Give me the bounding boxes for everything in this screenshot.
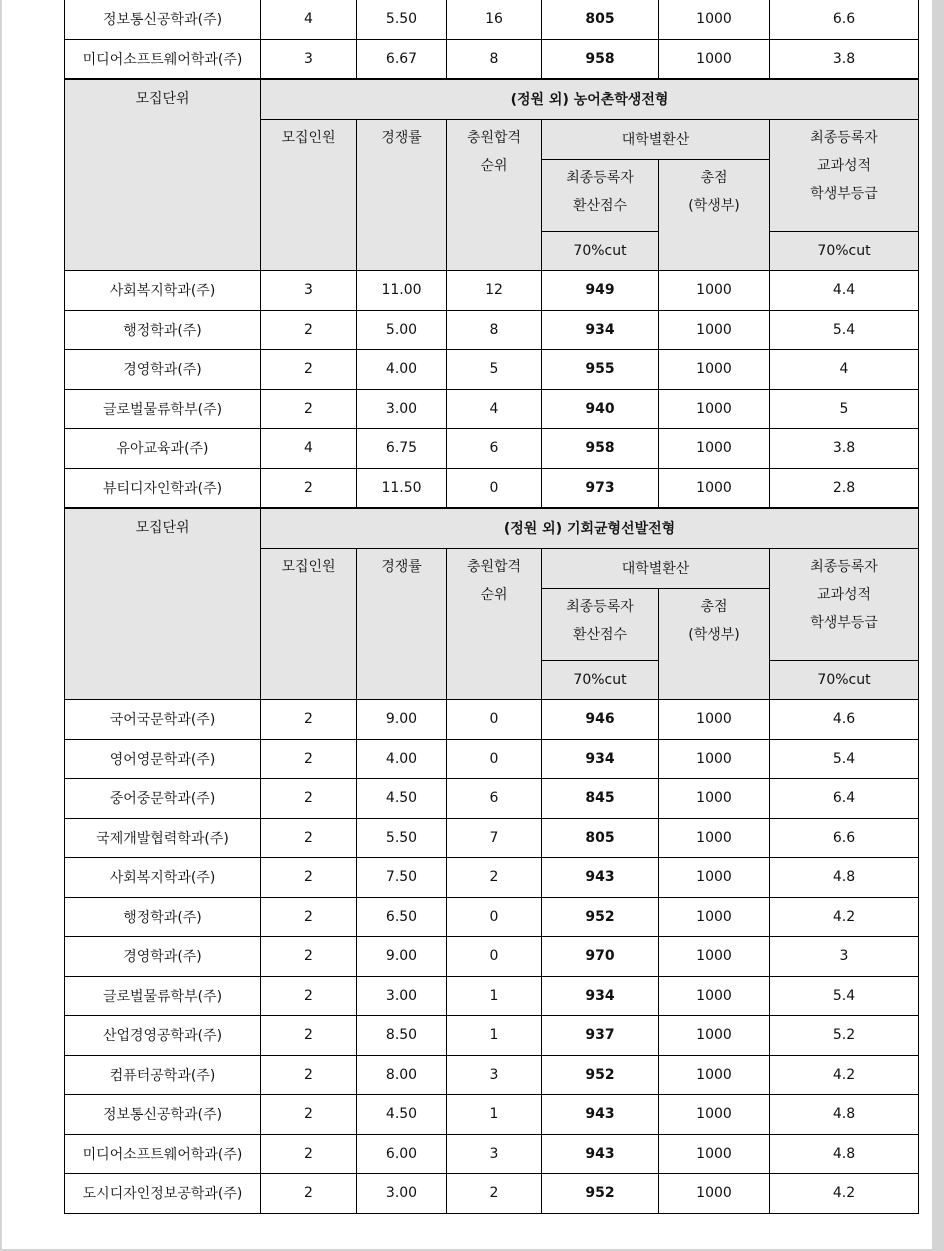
cell-total: 1000	[659, 429, 770, 469]
cell-count: 2	[261, 1134, 357, 1174]
header-cut-grade: 70%cut	[770, 661, 919, 700]
table-row	[65, 700, 919, 740]
cell-unit: 산업경영공학과(주)	[65, 1016, 261, 1056]
header-score-line1: 최종등록자	[566, 599, 634, 615]
cell-rank: 3	[447, 1134, 542, 1174]
cell-grade: 5.4	[770, 310, 919, 350]
cell-total: 1000	[659, 976, 770, 1016]
cell-grade: 3.8	[770, 429, 919, 469]
header-rank-line2: 순위	[480, 587, 508, 603]
table-row	[65, 468, 919, 508]
cell-count: 2	[261, 897, 357, 937]
table-row	[65, 1055, 919, 1095]
cell-score: 943	[542, 1134, 659, 1174]
cell-unit: 국제개발협력학과(주)	[65, 818, 261, 858]
cell-grade: 4.8	[770, 858, 919, 898]
cell-score: 949	[542, 271, 659, 311]
cell-grade: 6.6	[770, 0, 919, 39]
cell-score: 958	[542, 429, 659, 469]
header-grade-line2: 교과성적	[816, 587, 872, 603]
cell-count: 2	[261, 976, 357, 1016]
cell-total: 1000	[659, 818, 770, 858]
cell-rank: 8	[447, 39, 542, 79]
header-grade-line1: 최종등록자	[810, 559, 878, 575]
cell-rank: 2	[447, 858, 542, 898]
cell-total: 1000	[659, 1095, 770, 1135]
cell-score: 943	[542, 858, 659, 898]
table-row	[65, 739, 919, 779]
cell-ratio: 11.00	[357, 271, 447, 311]
cell-ratio: 6.75	[357, 429, 447, 469]
header-score	[542, 589, 659, 661]
header-grade-line3: 학생부등급	[810, 615, 878, 631]
header-rank-line2: 순위	[480, 158, 508, 174]
cell-ratio: 6.50	[357, 897, 447, 937]
table-row	[65, 818, 919, 858]
cell-total: 1000	[659, 468, 770, 508]
cell-ratio: 6.00	[357, 1134, 447, 1174]
cell-grade: 4.2	[770, 897, 919, 937]
table-row	[65, 1016, 919, 1056]
cell-grade: 2.8	[770, 468, 919, 508]
cell-count: 3	[261, 39, 357, 79]
cell-count: 2	[261, 350, 357, 390]
cell-count: 2	[261, 858, 357, 898]
header-grade-line1: 최종등록자	[810, 130, 878, 146]
cell-ratio: 5.50	[357, 818, 447, 858]
cell-total: 1000	[659, 389, 770, 429]
header-count: 모집인원	[261, 549, 357, 700]
cell-unit: 미디어소프트웨어학과(주)	[65, 39, 261, 79]
header-total	[659, 160, 770, 271]
cell-count: 2	[261, 1174, 357, 1214]
cell-unit: 유아교육과(주)	[65, 429, 261, 469]
cell-grade: 4.2	[770, 1055, 919, 1095]
cell-count: 2	[261, 310, 357, 350]
cell-grade: 4.4	[770, 271, 919, 311]
cell-grade: 6.6	[770, 818, 919, 858]
admission-results-table	[64, 0, 919, 1214]
table-row	[65, 937, 919, 977]
cell-score: 845	[542, 779, 659, 819]
cell-rank: 2	[447, 1174, 542, 1214]
header-count: 모집인원	[261, 120, 357, 271]
cell-unit: 영어영문학과(주)	[65, 739, 261, 779]
cell-total: 1000	[659, 39, 770, 79]
header-grade	[770, 120, 919, 232]
table-row	[65, 976, 919, 1016]
cell-total: 1000	[659, 310, 770, 350]
cell-grade: 4.2	[770, 1174, 919, 1214]
cell-unit: 글로벌물류학부(주)	[65, 976, 261, 1016]
cell-ratio: 5.00	[357, 310, 447, 350]
table-row	[65, 389, 919, 429]
cell-total: 1000	[659, 1134, 770, 1174]
cell-count: 2	[261, 1055, 357, 1095]
cell-rank: 1	[447, 1016, 542, 1056]
header-unit: 모집단위	[65, 508, 261, 700]
table-row	[65, 1174, 919, 1214]
header-grade	[770, 549, 919, 661]
cell-unit: 사회복지학과(주)	[65, 858, 261, 898]
cell-count: 2	[261, 937, 357, 977]
document-page	[2, 0, 932, 1249]
cell-grade: 5	[770, 389, 919, 429]
cell-ratio: 4.50	[357, 1095, 447, 1135]
cell-grade: 4.6	[770, 700, 919, 740]
cell-score: 943	[542, 1095, 659, 1135]
cell-count: 2	[261, 389, 357, 429]
table-row	[65, 429, 919, 469]
cell-score: 952	[542, 897, 659, 937]
cell-rank: 0	[447, 468, 542, 508]
cell-rank: 5	[447, 350, 542, 390]
cell-unit: 중어중문학과(주)	[65, 779, 261, 819]
cell-grade: 5.4	[770, 739, 919, 779]
cell-rank: 6	[447, 779, 542, 819]
cell-ratio: 8.00	[357, 1055, 447, 1095]
header-ratio: 경쟁률	[357, 549, 447, 700]
cell-unit: 도시디자인정보공학과(주)	[65, 1174, 261, 1214]
cell-grade: 3.8	[770, 39, 919, 79]
cell-ratio: 3.00	[357, 1174, 447, 1214]
header-rank-line1: 충원합격	[466, 130, 522, 146]
cell-ratio: 4.00	[357, 350, 447, 390]
header-score-line2: 환산점수	[572, 198, 628, 214]
cell-count: 2	[261, 468, 357, 508]
table-row	[65, 779, 919, 819]
cell-rank: 0	[447, 937, 542, 977]
cell-grade: 3	[770, 937, 919, 977]
header-ratio: 경쟁률	[357, 120, 447, 271]
cell-ratio: 9.00	[357, 937, 447, 977]
cell-score: 934	[542, 310, 659, 350]
cell-ratio: 11.50	[357, 468, 447, 508]
cell-score: 955	[542, 350, 659, 390]
cell-count: 3	[261, 271, 357, 311]
cell-total: 1000	[659, 271, 770, 311]
cell-total: 1000	[659, 1174, 770, 1214]
cell-unit: 컴퓨터공학과(주)	[65, 1055, 261, 1095]
cell-total: 1000	[659, 937, 770, 977]
header-rank	[447, 120, 542, 271]
header-cut-score: 70%cut	[542, 661, 659, 700]
cell-total: 1000	[659, 1016, 770, 1056]
section-header-row	[65, 79, 919, 120]
cell-rank: 1	[447, 976, 542, 1016]
header-total-line2: (학생부)	[688, 198, 740, 214]
cell-count: 2	[261, 1095, 357, 1135]
cell-count: 2	[261, 779, 357, 819]
header-score-line1: 최종등록자	[566, 170, 634, 186]
cell-score: 973	[542, 468, 659, 508]
header-grade-line2: 교과성적	[816, 158, 872, 174]
cell-grade: 4.8	[770, 1134, 919, 1174]
cell-rank: 12	[447, 271, 542, 311]
cell-total: 1000	[659, 858, 770, 898]
cell-count: 2	[261, 739, 357, 779]
cell-ratio: 7.50	[357, 858, 447, 898]
cell-total: 1000	[659, 350, 770, 390]
cell-grade: 4.8	[770, 1095, 919, 1135]
header-total-line2: (학생부)	[688, 627, 740, 643]
cell-score: 952	[542, 1055, 659, 1095]
table-row	[65, 897, 919, 937]
cell-score: 805	[542, 818, 659, 858]
cell-rank: 1	[447, 1095, 542, 1135]
table-row	[65, 0, 919, 39]
cell-ratio: 8.50	[357, 1016, 447, 1056]
header-total	[659, 589, 770, 700]
cell-ratio: 5.50	[357, 0, 447, 39]
cell-grade: 4	[770, 350, 919, 390]
cell-score: 958	[542, 39, 659, 79]
cell-ratio: 4.00	[357, 739, 447, 779]
section-header-row	[65, 508, 919, 549]
table-row	[65, 1095, 919, 1135]
cell-total: 1000	[659, 779, 770, 819]
section-title: (정원 외) 기회균형선발전형	[261, 508, 919, 549]
cell-score: 805	[542, 0, 659, 39]
cell-score: 934	[542, 976, 659, 1016]
cell-unit: 뷰티디자인학과(주)	[65, 468, 261, 508]
cell-rank: 6	[447, 429, 542, 469]
cell-total: 1000	[659, 739, 770, 779]
cell-ratio: 3.00	[357, 976, 447, 1016]
cell-unit: 행정학과(주)	[65, 897, 261, 937]
cell-score: 934	[542, 739, 659, 779]
cell-score: 970	[542, 937, 659, 977]
table-row	[65, 858, 919, 898]
cell-unit: 국어국문학과(주)	[65, 700, 261, 740]
header-grade-line3: 학생부등급	[810, 186, 878, 202]
cell-unit: 경영학과(주)	[65, 937, 261, 977]
cell-unit: 행정학과(주)	[65, 310, 261, 350]
header-total-line1: 총점	[700, 170, 728, 186]
cell-rank: 7	[447, 818, 542, 858]
cell-unit: 글로벌물류학부(주)	[65, 389, 261, 429]
cell-total: 1000	[659, 1055, 770, 1095]
cell-grade: 5.4	[770, 976, 919, 1016]
cell-unit: 정보통신공학과(주)	[65, 1095, 261, 1135]
cell-unit: 사회복지학과(주)	[65, 271, 261, 311]
cell-unit: 경영학과(주)	[65, 350, 261, 390]
cell-rank: 4	[447, 389, 542, 429]
cell-rank: 3	[447, 1055, 542, 1095]
cell-score: 952	[542, 1174, 659, 1214]
cell-count: 2	[261, 700, 357, 740]
cell-score: 937	[542, 1016, 659, 1056]
table-row	[65, 310, 919, 350]
cell-rank: 0	[447, 700, 542, 740]
cell-unit: 미디어소프트웨어학과(주)	[65, 1134, 261, 1174]
table-row	[65, 39, 919, 79]
cell-rank: 16	[447, 0, 542, 39]
cell-total: 1000	[659, 700, 770, 740]
cell-ratio: 3.00	[357, 389, 447, 429]
cell-count: 4	[261, 0, 357, 39]
cell-score: 946	[542, 700, 659, 740]
header-rank	[447, 549, 542, 700]
cell-rank: 8	[447, 310, 542, 350]
cell-total: 1000	[659, 897, 770, 937]
cell-count: 2	[261, 818, 357, 858]
header-total-line1: 총점	[700, 599, 728, 615]
header-rank-line1: 충원합격	[466, 559, 522, 575]
cell-grade: 5.2	[770, 1016, 919, 1056]
cell-rank: 0	[447, 897, 542, 937]
table-row	[65, 1134, 919, 1174]
cell-score: 940	[542, 389, 659, 429]
cell-count: 2	[261, 1016, 357, 1056]
cell-grade: 6.4	[770, 779, 919, 819]
table-row	[65, 271, 919, 311]
table-row	[65, 350, 919, 390]
cell-rank: 0	[447, 739, 542, 779]
header-unit: 모집단위	[65, 79, 261, 271]
cell-total: 1000	[659, 0, 770, 39]
cell-ratio: 6.67	[357, 39, 447, 79]
cell-count: 4	[261, 429, 357, 469]
section-title: (정원 외) 농어촌학생전형	[261, 79, 919, 120]
header-cut-grade: 70%cut	[770, 232, 919, 271]
header-cut-score: 70%cut	[542, 232, 659, 271]
cell-ratio: 9.00	[357, 700, 447, 740]
cell-ratio: 4.50	[357, 779, 447, 819]
cell-unit: 정보통신공학과(주)	[65, 0, 261, 39]
header-conversion: 대학별환산	[542, 549, 770, 589]
header-score-line2: 환산점수	[572, 627, 628, 643]
header-conversion: 대학별환산	[542, 120, 770, 160]
header-score	[542, 160, 659, 232]
